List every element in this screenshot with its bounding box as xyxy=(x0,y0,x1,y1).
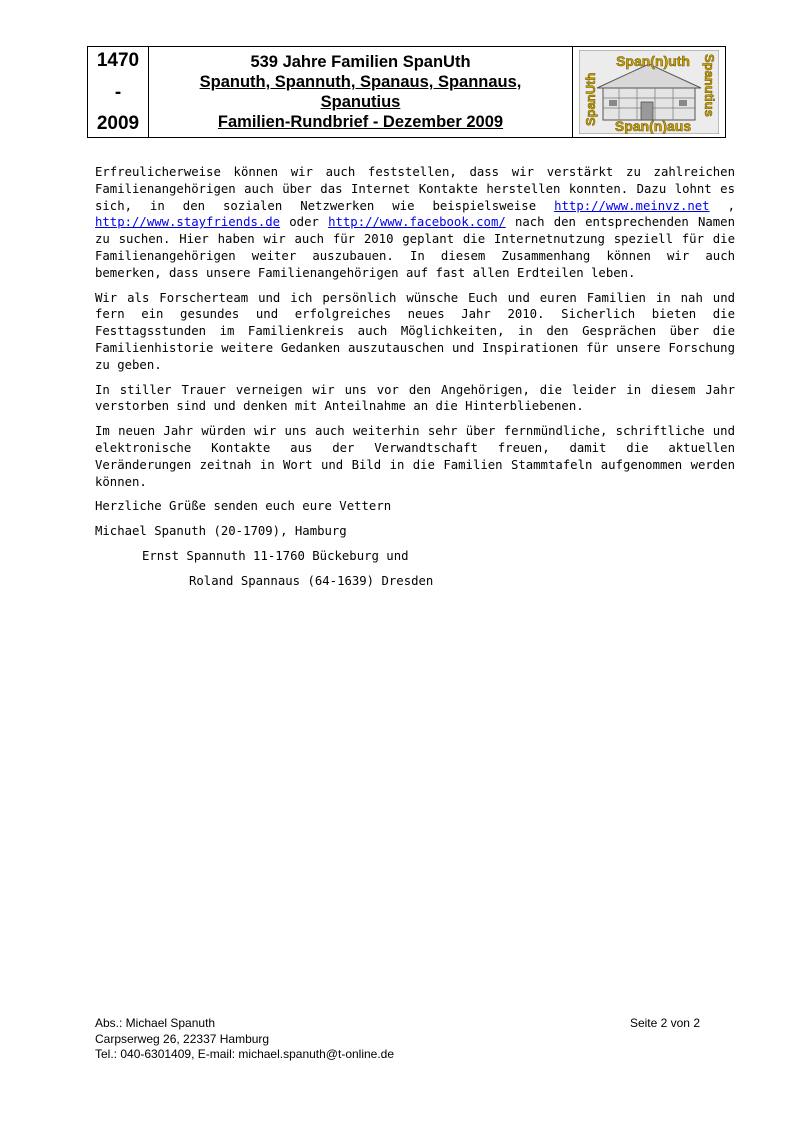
letterhead xyxy=(87,46,726,138)
logo-text-left: SpanUth xyxy=(583,72,598,126)
signature-ernst: Ernst Spannuth 11-1760 Bückeburg und xyxy=(142,548,409,563)
year-start: 1470 xyxy=(96,50,140,71)
house-logo-image xyxy=(579,50,719,134)
page-number: Seite 2 von 2 xyxy=(629,1016,700,1030)
paragraph-text: nach den entsprechenden Namen zu suchen. Hier haben wir auch für 2010 geplant die Internetnutzung speziell für die Familienangehörigen weiter auszubauen. In diesem Zusammenhang können wir auch bemerken, dass unsere Familienangehörigen auf fast allen Erdteilen leben. xyxy=(95,215,735,280)
sender-address: Carpserweg 26, 22337 Hamburg xyxy=(95,1031,270,1046)
title-line-2: Spanuth, Spannuth, Spanaus, Spannaus, xyxy=(199,73,522,91)
title-line-3: Spanutius xyxy=(320,93,401,111)
link-facebook[interactable]: http://www.facebook.com/ xyxy=(328,215,506,230)
logo-text-top: Span(n)uth xyxy=(616,53,690,69)
paragraph-internet xyxy=(95,164,735,282)
logo-text-right: Spanutius xyxy=(702,54,717,117)
letter-footer xyxy=(95,1016,700,1063)
signature-michael: Michael Spanuth (20-1709), Hamburg xyxy=(95,524,347,539)
sender-name: Abs.: Michael Spanuth xyxy=(95,1016,216,1030)
paragraph-text: Erfreulicherweise können wir auch feststellen, dass wir verstärkt zu zahlreichen Familienangehörigen auch über das Internet Kontakte herstellen konnten. Dazu lohnt es sich, in den sozialen Netzwerken wie beispielsweise xyxy=(95,165,735,213)
paragraph-text: , xyxy=(709,198,735,213)
link-stayfriends[interactable]: http://www.stayfriends.de xyxy=(95,215,281,230)
link-meinvz[interactable]: http://www.meinvz.net xyxy=(554,198,710,213)
sender-contact: Tel.: 040-6301409, E-mail: michael.spanuth@t-online.de xyxy=(95,1047,395,1061)
title-line-1: 539 Jahre Familien SpanUth xyxy=(250,53,471,71)
letterhead-years xyxy=(88,47,149,137)
signature-roland: Roland Spannaus (64-1639) Dresden xyxy=(189,573,434,588)
family-logo xyxy=(573,47,725,137)
letterhead-title xyxy=(149,47,573,137)
paragraph-condolences: In stiller Trauer verneigen wir uns vor den Angehörigen, die leider in diesem Jahr verstorben sind und denken mit Anteilnahme an die Hinterbliebenen. xyxy=(95,382,735,414)
year-end: 2009 xyxy=(96,113,140,134)
letter-body xyxy=(95,164,735,598)
paragraph-contacts: Im neuen Jahr würden wir uns auch weiterhin sehr über fernmündliche, schriftliche und elektronische Kontakte aus der Verwandtschaft freuen, damit die aktuellen Veränderungen zeitnah in Wort und Bild in die Familien Stammtafeln aufgenommen werden können. xyxy=(95,424,735,489)
paragraph-text: oder xyxy=(280,215,329,230)
paragraph-new-year-wishes: Wir als Forscherteam und ich persönlich wünsche Euch und euren Familien in nah und fern ein gesundes und erfolgreiches neues Jahr 2010. Sicherlich bieten die Festtagsstunden im Familienkreis auch Möglichkeiten, in den Gesprächen über die Familienhistorie weitere Gedanken auszutauschen und Inspirationen für unsere Forschung zu geben. xyxy=(95,290,735,372)
greeting: Herzliche Grüße senden euch eure Vettern xyxy=(95,499,392,514)
year-dash: - xyxy=(114,81,122,103)
title-line-4: Familien-Rundbrief - Dezember 2009 xyxy=(217,113,504,131)
logo-text-bottom: Span(n)aus xyxy=(614,118,692,134)
